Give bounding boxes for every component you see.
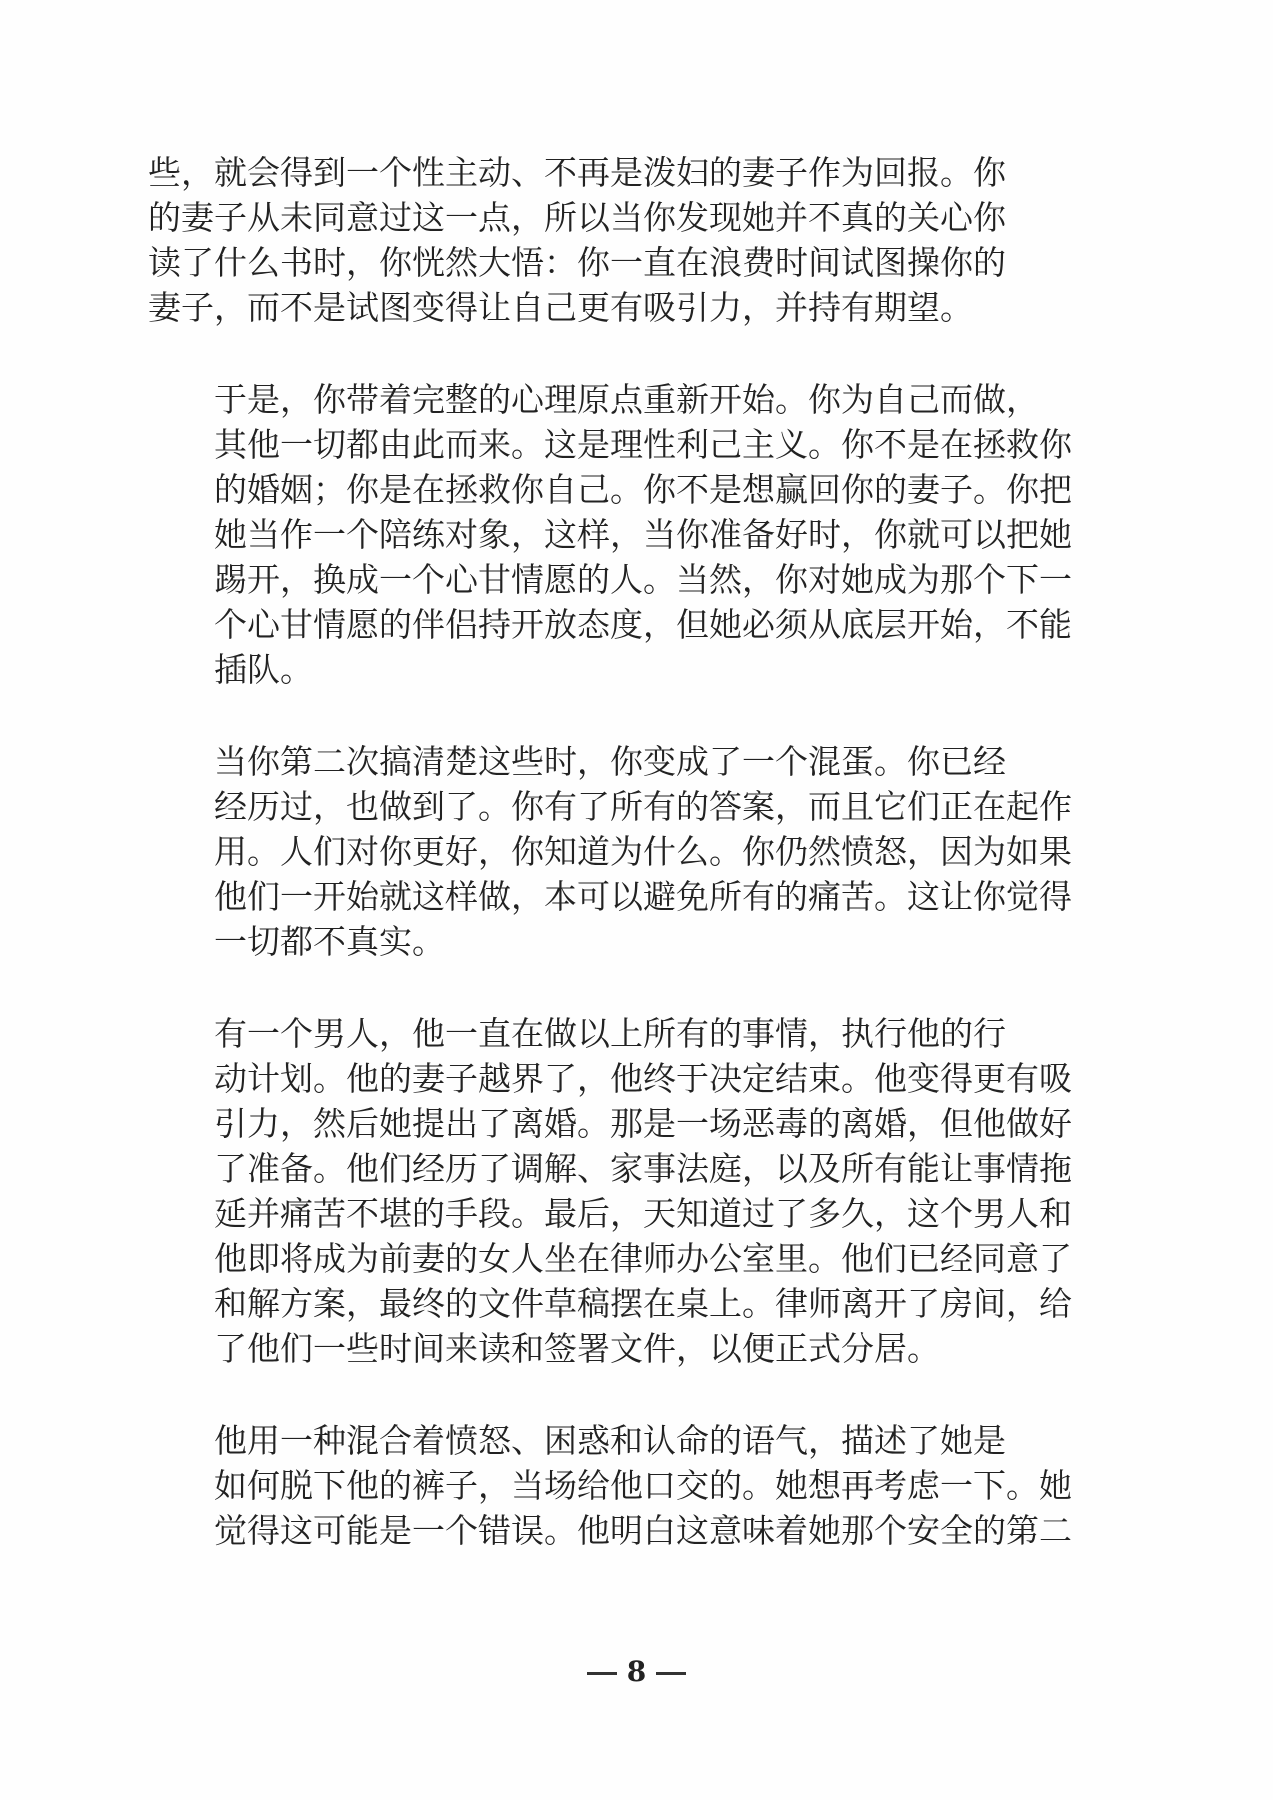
- paragraph: [148, 377, 1138, 692]
- text-line: 有一个男人，他一直在做以上所有的事情，执行他的行: [214, 1014, 1006, 1053]
- text-line: 的婚姻；你是在拯救你自己。你不是想赢回你的妻子。你把: [214, 470, 1072, 509]
- text-line: 其他一切都由此而来。这是理性利己主义。你不是在拯救你: [214, 425, 1072, 464]
- text-line: 如何脱下他的裤子，当场给他口交的。她想再考虑一下。她: [214, 1466, 1072, 1505]
- text-line: 延并痛苦不堪的手段。最后，天知道过了多久，这个男人和: [214, 1194, 1072, 1233]
- text-line: 一切都不真实。: [214, 922, 445, 961]
- page-number: [0, 1655, 1273, 1688]
- text-line: 当你第二次搞清楚这些时，你变成了一个混蛋。你已经: [214, 742, 1006, 781]
- text-line: 插队。: [214, 650, 313, 689]
- page-number-dash-right: [656, 1672, 686, 1675]
- text-line: 用。人们对你更好，你知道为什么。你仍然愤怒，因为如果: [214, 832, 1072, 871]
- text-line: 的妻子从未同意过这一点，所以当你发现她并不真的关心你: [148, 198, 1006, 237]
- paragraph: [148, 1418, 1138, 1553]
- text-line: 觉得这可能是一个错误。他明白这意味着她那个安全的第二: [214, 1511, 1072, 1550]
- text-line: 他即将成为前妻的女人坐在律师办公室里。他们已经同意了: [214, 1239, 1072, 1278]
- text-line: 他用一种混合着愤怒、困惑和认命的语气，描述了她是: [214, 1421, 1006, 1460]
- text-line: 引力，然后她提出了离婚。那是一场恶毒的离婚，但他做好: [214, 1104, 1072, 1143]
- paragraph: [148, 150, 1138, 330]
- text-line: 于是，你带着完整的心理原点重新开始。你为自己而做，: [214, 380, 1039, 419]
- text-line: 经历过，也做到了。你有了所有的答案，而且它们正在起作: [214, 787, 1072, 826]
- paragraph: [148, 739, 1138, 964]
- paragraph: [148, 1011, 1138, 1371]
- text-line: 些，就会得到一个性主动、不再是泼妇的妻子作为回报。你: [148, 153, 1006, 192]
- text-line: 动计划。他的妻子越界了，他终于决定结束。他变得更有吸: [214, 1059, 1072, 1098]
- text-line: 她当作一个陪练对象，这样，当你准备好时，你就可以把她: [214, 515, 1072, 554]
- text-line: 读了什么书时，你恍然大悟：你一直在浪费时间试图操你的: [148, 243, 1006, 282]
- text-line: 和解方案，最终的文件草稿摆在桌上。律师离开了房间，给: [214, 1284, 1072, 1323]
- page-number-value: 8: [626, 1655, 647, 1688]
- text-line: 了他们一些时间来读和签署文件，以便正式分居。: [214, 1329, 940, 1368]
- body-text: [148, 150, 1138, 1553]
- text-line: 他们一开始就这样做，本可以避免所有的痛苦。这让你觉得: [214, 877, 1072, 916]
- text-line: 踢开，换成一个心甘情愿的人。当然，你对她成为那个下一: [214, 560, 1072, 599]
- page-number-dash-left: [587, 1672, 617, 1675]
- text-line: 了准备。他们经历了调解、家事法庭，以及所有能让事情拖: [214, 1149, 1072, 1188]
- text-line: 妻子，而不是试图变得让自己更有吸引力，并持有期望。: [148, 288, 973, 327]
- text-line: 个心甘情愿的伴侣持开放态度，但她必须从底层开始，不能: [214, 605, 1072, 644]
